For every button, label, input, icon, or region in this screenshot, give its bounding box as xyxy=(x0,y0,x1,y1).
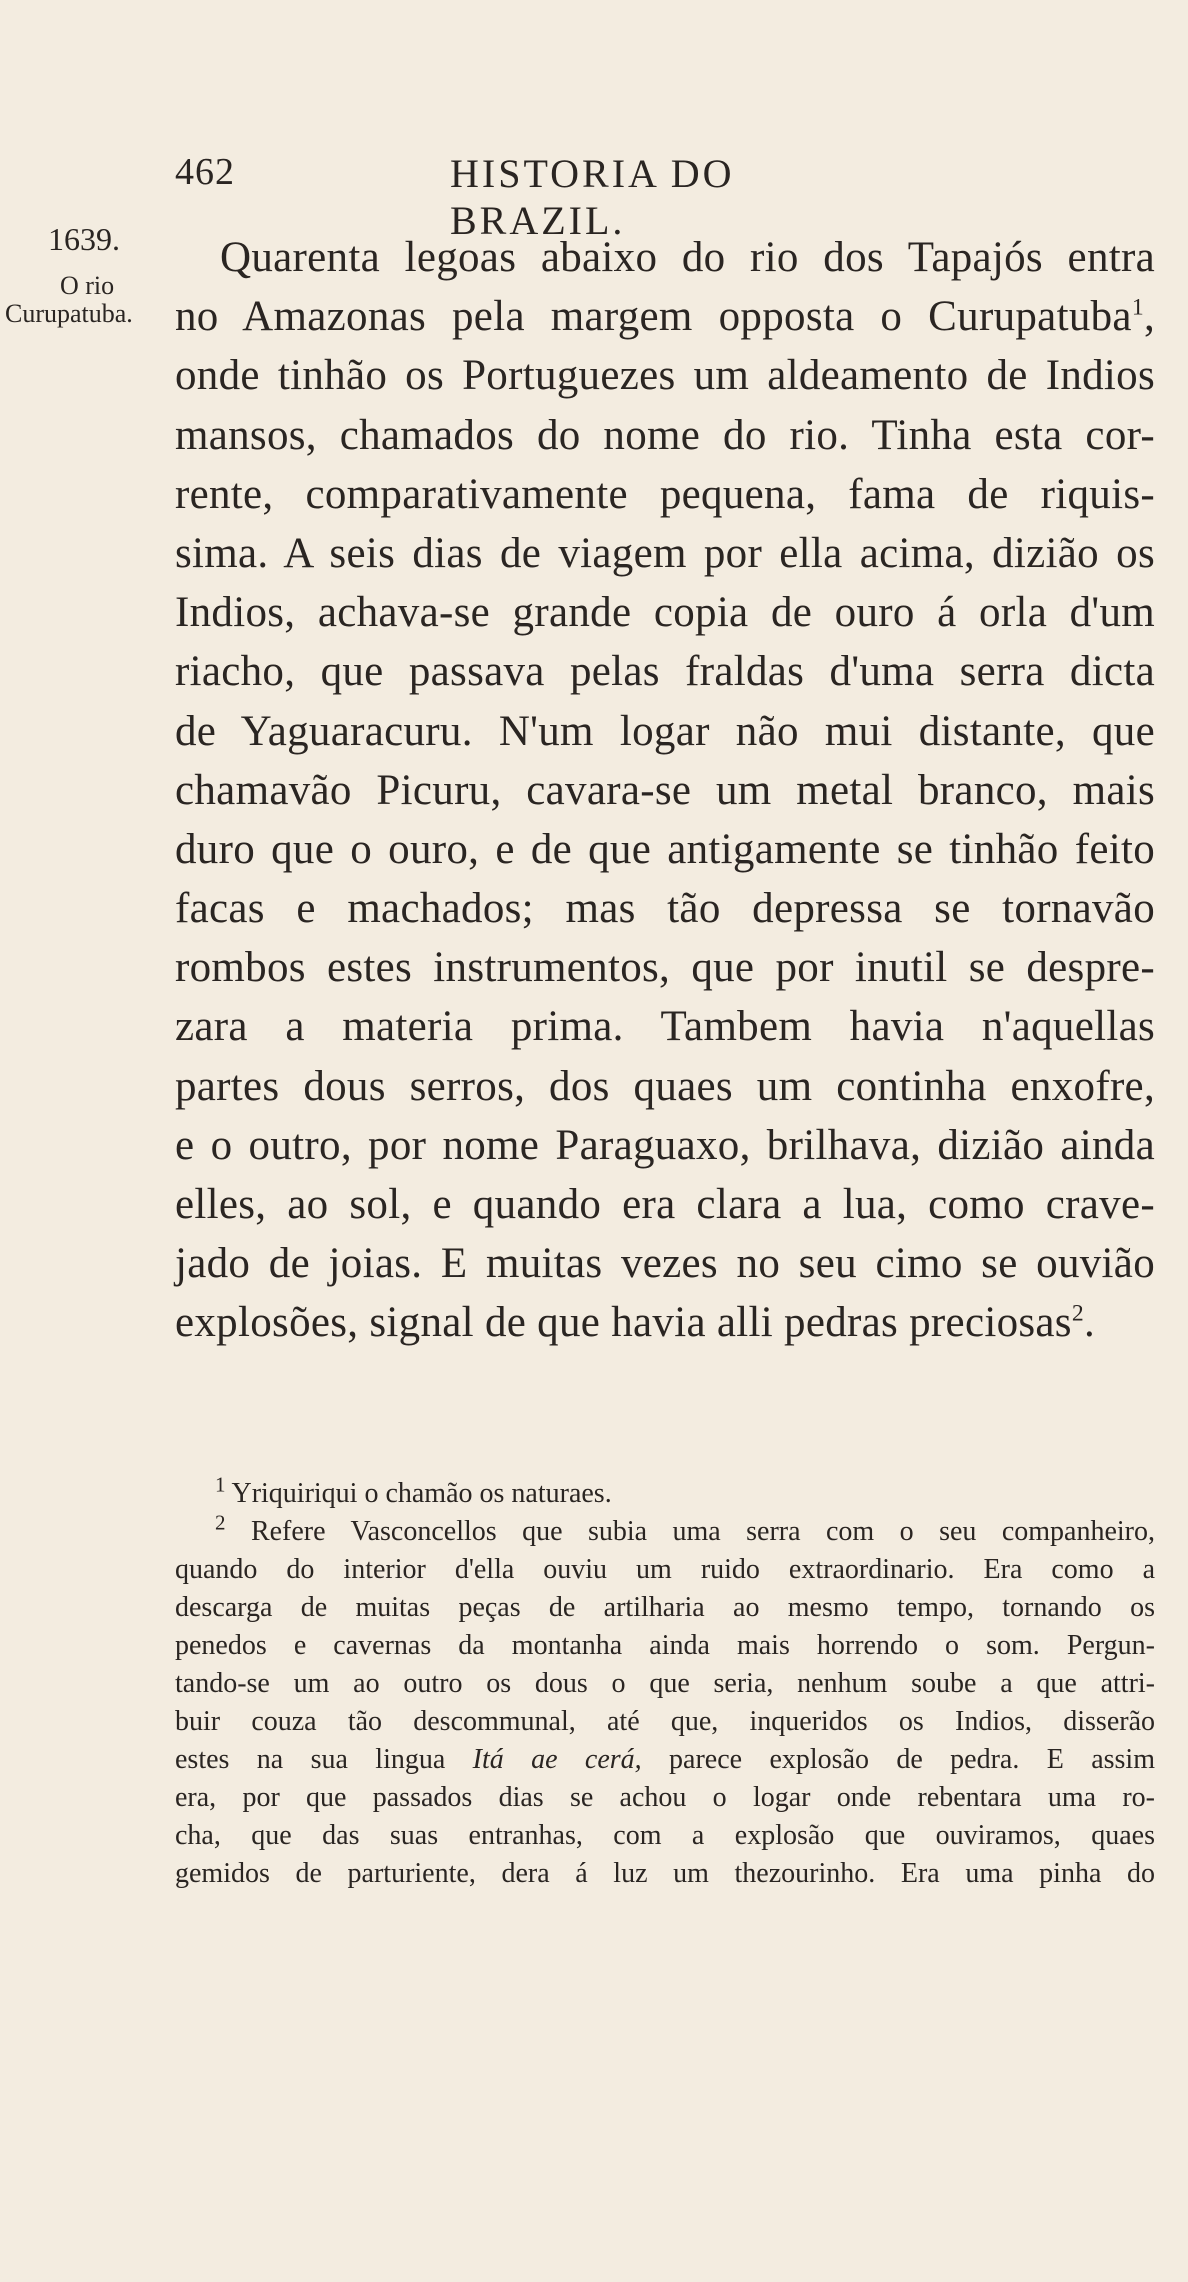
footnote-mark: 1 xyxy=(215,1472,226,1497)
footnote-2 xyxy=(175,1510,1155,1893)
footnote-line: estes na sua lingua Itá ae cerá, parece explosão de pedra. E assim xyxy=(175,1744,1155,1775)
footnote-line: era, por que passados dias se achou o logar onde rebentara uma ro- xyxy=(175,1782,1155,1813)
footnote-line: gemidos de parturiente, dera á luz um thezourinho. Era uma pinha do xyxy=(175,1858,1155,1889)
margin-year: 1639. xyxy=(48,221,120,257)
italic-phrase: Itá ae cerá, xyxy=(472,1744,642,1775)
body-line: jado de joias. E muitas vezes no seu cimo se ouvião xyxy=(175,1240,1155,1288)
footnote-ref: 1 xyxy=(1131,294,1144,321)
footnote-ref: 2 xyxy=(1071,1301,1084,1328)
body-line: sima. A seis dias de viagem por ella acima, dizião os xyxy=(175,529,1155,577)
footnote-line: quando do interior d'ella ouviu um ruido extraordinario. Era como a xyxy=(175,1554,1155,1585)
body-line: facas e machados; mas tão depressa se tornavão xyxy=(175,885,1155,933)
footnote-line: descarga de muitas peças de artilharia ao mesmo tempo, tornando os xyxy=(175,1592,1155,1623)
body-line: elles, ao sol, e quando era clara a lua, como crave- xyxy=(175,1181,1155,1228)
margin-topic-line-2: Curupatuba. xyxy=(5,299,133,328)
footnote-line: $^1$ Yriquiriqui o chamão os naturaes. xyxy=(215,1472,612,1509)
footnote-line: cha, que das suas entranhas, com a explosão que ouviramos, quaes xyxy=(175,1820,1155,1851)
body-line: zara a materia prima. Tambem havia n'aquellas xyxy=(175,1003,1155,1051)
body-line: rente, comparativamente pequena, fama de riquis- xyxy=(175,470,1155,518)
body-line: Indios, achava-se grande copia de ouro á orla d'um xyxy=(175,589,1155,637)
page-header xyxy=(175,150,910,243)
body-line: riacho, que passava pelas fraldas d'uma serra dicta xyxy=(175,648,1155,696)
body-line: e o outro, por nome Paraguaxo, brilhava, dizião ainda xyxy=(175,1121,1155,1169)
margin-topic-line-1: O rio xyxy=(60,271,115,300)
footnote-line: penedos e cavernas da montanha ainda mais horrendo o som. Pergun- xyxy=(175,1630,1155,1661)
body-line: explosões, signal de que havia alli pedras preciosas$^2$. xyxy=(175,1299,1096,1347)
body-line: onde tinhão os Portuguezes um aldeamento de Indios xyxy=(175,352,1155,400)
body-line: rombos estes instrumentos, que por inutil se despre- xyxy=(175,944,1155,992)
body-line: Quarenta legoas abaixo do rio dos Tapajós entra xyxy=(220,234,1155,281)
body-line: de Yaguaracuru. N'um logar não mui distante, que xyxy=(175,707,1155,755)
footnote-mark: 2 xyxy=(215,1510,226,1535)
footnote-line: $^2$ Refere Vasconcellos que subia uma serra com o seu companheiro, xyxy=(215,1510,1155,1547)
body-text xyxy=(175,228,1155,1353)
footnote-1 xyxy=(175,1472,1155,1513)
body-line: partes dous serros, dos quaes um continha enxofre, xyxy=(175,1062,1155,1110)
page-number: 462 xyxy=(175,151,235,193)
footnote-line: tando-se um ao outro os dous o que seria, nenhum soube a que attri- xyxy=(175,1668,1155,1699)
running-title: HISTORIA DO BRAZIL. xyxy=(450,151,735,243)
body-line: no Amazonas pela margem opposta o Curupatuba$^1$, xyxy=(175,293,1155,341)
footnote-line: buir couza tão descommunal, até que, inqueridos os Indios, disserão xyxy=(175,1706,1155,1737)
body-line: chamavão Picuru, cavara-se um metal branco, mais xyxy=(175,766,1155,814)
body-line: duro que o ouro, e de que antigamente se tinhão feito xyxy=(175,825,1155,873)
body-line: mansos, chamados do nome do rio. Tinha esta cor- xyxy=(175,411,1155,459)
footnotes xyxy=(175,1472,1155,1893)
